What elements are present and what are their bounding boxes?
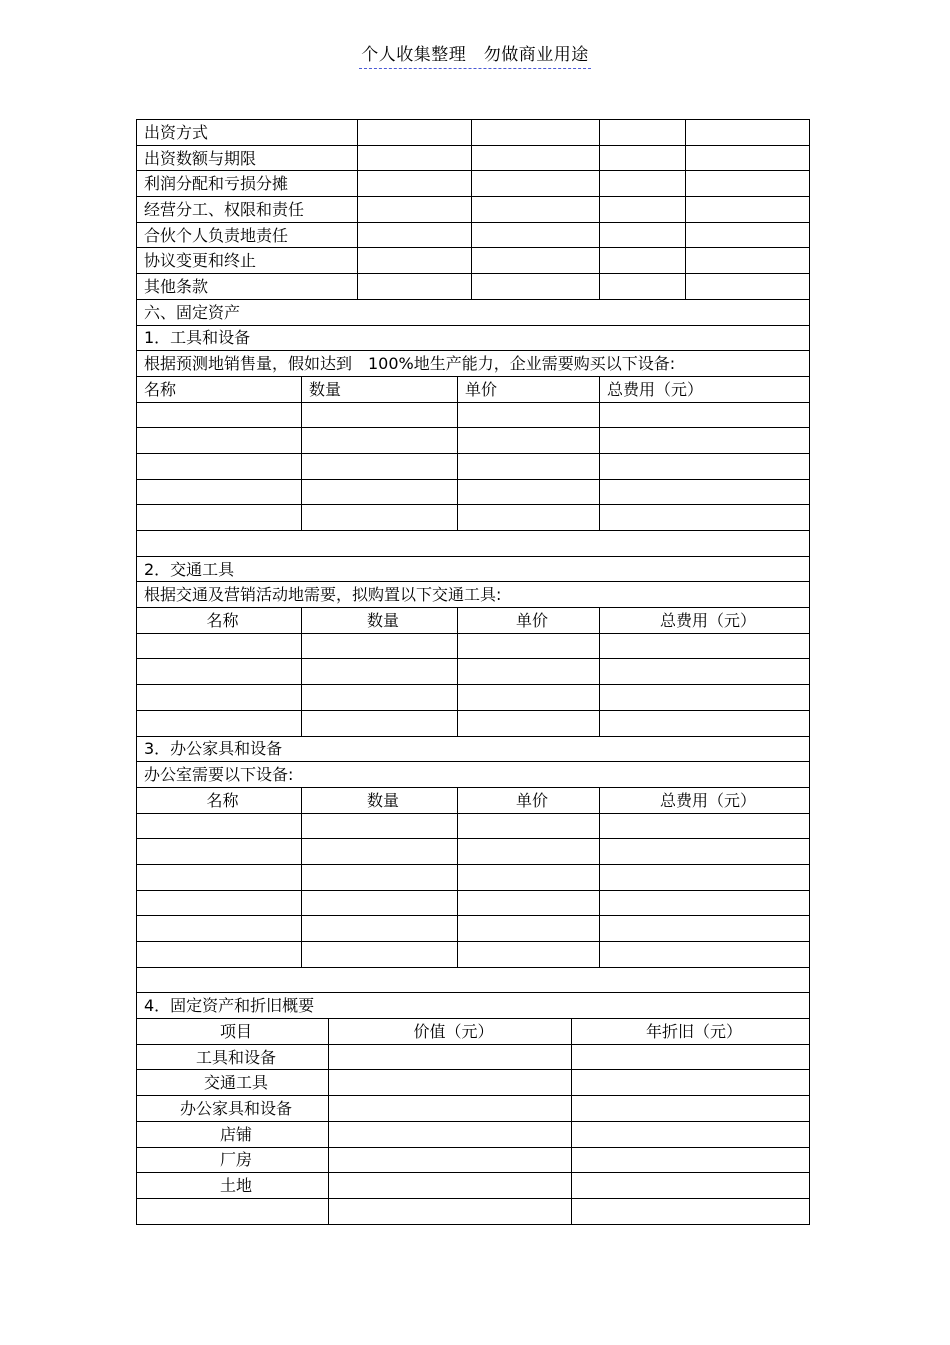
summary-item: 办公家具和设备: [137, 1096, 329, 1122]
business-plan-table: [136, 119, 810, 1225]
terms-row: [137, 197, 810, 223]
column-header: 数量: [302, 376, 458, 402]
column-header: 名称: [137, 376, 302, 402]
table-row: [137, 813, 810, 839]
column-header: 价值（元）: [329, 1019, 572, 1045]
table-row: [137, 839, 810, 865]
terms-row: [137, 248, 810, 274]
terms-label: 经营分工、权限和责任: [137, 197, 358, 223]
column-header-row: [137, 376, 810, 402]
summary-row: [137, 1121, 810, 1147]
summary-row: [137, 1070, 810, 1096]
summary-item: 厂房: [137, 1147, 329, 1173]
table-row: [137, 916, 810, 942]
page-header: [0, 40, 950, 65]
column-header: 名称: [137, 787, 302, 813]
subsection-title: 2．交通工具: [137, 556, 810, 582]
terms-label: 利润分配和亏损分摊: [137, 171, 358, 197]
subsection-title-row: [137, 993, 810, 1019]
section-heading: 六、固定资产: [137, 299, 810, 325]
table-row: [137, 453, 810, 479]
column-header: 单价: [458, 376, 600, 402]
summary-row: [137, 1096, 810, 1122]
table-row: [137, 428, 810, 454]
table-row: [137, 659, 810, 685]
column-header: 总费用（元）: [600, 787, 810, 813]
subsection-title: 1．工具和设备: [137, 325, 810, 351]
terms-label: 协议变更和终止: [137, 248, 358, 274]
table-row: [137, 479, 810, 505]
column-header-row: [137, 1019, 810, 1045]
column-header: 数量: [302, 787, 458, 813]
column-header: 单价: [458, 608, 600, 634]
terms-row: [137, 145, 810, 171]
subsection-title: 3．办公家具和设备: [137, 736, 810, 762]
intro-row: [137, 582, 810, 608]
intro-row: [137, 351, 810, 377]
intro-text: 根据交通及营销活动地需要，拟购置以下交通工具:: [137, 582, 810, 608]
summary-row: [137, 1147, 810, 1173]
terms-label: 出资数额与期限: [137, 145, 358, 171]
terms-label: 出资方式: [137, 120, 358, 146]
terms-row: [137, 222, 810, 248]
terms-row: [137, 120, 810, 146]
intro-text: 办公室需要以下设备:: [137, 762, 810, 788]
column-header: 单价: [458, 787, 600, 813]
column-header: 总费用（元）: [600, 608, 810, 634]
summary-row: [137, 1173, 810, 1199]
column-header-row: [137, 787, 810, 813]
subsection-title-row: [137, 556, 810, 582]
terms-row: [137, 171, 810, 197]
terms-label: 其他条款: [137, 274, 358, 300]
summary-item: 土地: [137, 1173, 329, 1199]
column-header: 项目: [137, 1019, 329, 1045]
table-row: [137, 402, 810, 428]
table-row: [137, 942, 810, 968]
terms-row: [137, 274, 810, 300]
table-row: [137, 864, 810, 890]
terms-label: 合伙个人负责地责任: [137, 222, 358, 248]
summary-row: [137, 1044, 810, 1070]
intro-text: 根据预测地销售量，假如达到 100%地生产能力，企业需要购买以下设备:: [137, 351, 810, 377]
table-row: [137, 505, 810, 531]
header-text: 个人收集整理 勿做商业用途: [359, 45, 591, 69]
column-header: 年折旧（元）: [572, 1019, 810, 1045]
summary-item: [137, 1198, 329, 1224]
spacer-row: [137, 531, 810, 557]
section-heading-row: [137, 299, 810, 325]
summary-row: [137, 1198, 810, 1224]
summary-item: 店铺: [137, 1121, 329, 1147]
table-row: [137, 890, 810, 916]
subsection-title-row: [137, 736, 810, 762]
column-header: 数量: [302, 608, 458, 634]
subsection-title-row: [137, 325, 810, 351]
intro-row: [137, 762, 810, 788]
table-row: [137, 633, 810, 659]
summary-item: 交通工具: [137, 1070, 329, 1096]
column-header-row: [137, 608, 810, 634]
table-row: [137, 685, 810, 711]
spacer-row: [137, 967, 810, 993]
table-row: [137, 710, 810, 736]
table-body: [137, 120, 810, 1225]
subsection-title: 4．固定资产和折旧概要: [137, 993, 810, 1019]
summary-item: 工具和设备: [137, 1044, 329, 1070]
column-header: 总费用（元）: [600, 376, 810, 402]
column-header: 名称: [137, 608, 302, 634]
